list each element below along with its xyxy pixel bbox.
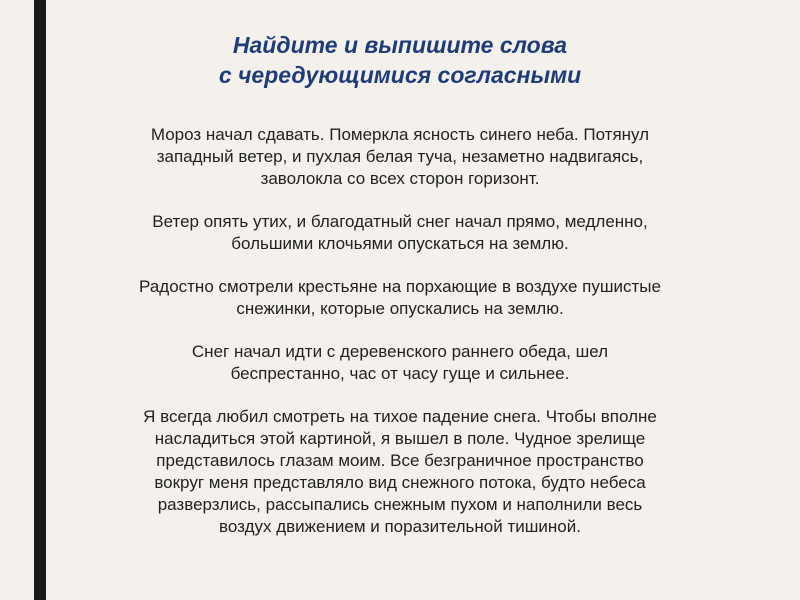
title-line-2: с чередующимися согласными xyxy=(218,62,582,88)
paragraph-line: Мороз начал сдавать. Померкла ясность синего неба. Потянул xyxy=(150,125,650,144)
paragraph-line: представилось глазам моим. Все безграничное пространство xyxy=(156,451,644,470)
paragraph-line: беспрестанно, час от часу гуще и сильнее. xyxy=(230,364,570,383)
text-body xyxy=(80,124,720,538)
slide-content xyxy=(80,30,720,559)
paragraph-line: насладиться этой картиной, я вышел в поле. Чудное зрелище xyxy=(154,429,646,448)
paragraph-line: воздух движением и поразительной тишиной. xyxy=(219,517,581,536)
paragraph-line: снежинки, которые опускались на землю. xyxy=(236,299,564,318)
paragraph-line: разверзлись, рассыпались снежным пухом и наполнили весь xyxy=(157,495,643,514)
paragraph-3 xyxy=(80,276,720,320)
paragraph-line: большими клочьями опускаться на землю. xyxy=(231,234,569,253)
paragraph-1 xyxy=(80,124,720,190)
paragraph-4 xyxy=(80,341,720,385)
left-accent-bar xyxy=(34,0,46,600)
paragraph-2 xyxy=(80,211,720,255)
paragraph-line: западный ветер, и пухлая белая туча, незаметно надвигаясь, xyxy=(156,147,644,166)
paragraph-line: заволокла со всех сторон горизонт. xyxy=(260,169,540,188)
paragraph-line: Снег начал идти с деревенского раннего обеда, шел xyxy=(191,342,609,361)
title-line-1: Найдите и выпишите слова xyxy=(232,32,568,58)
slide-title xyxy=(80,30,720,90)
paragraph-5 xyxy=(80,406,720,538)
paragraph-line: вокруг меня представляло вид снежного потока, будто небеса xyxy=(154,473,646,492)
paragraph-line: Я всегда любил смотреть на тихое падение снега. Чтобы вполне xyxy=(143,407,657,426)
paragraph-line: Ветер опять утих, и благодатный снег начал прямо, медленно, xyxy=(152,212,648,231)
paragraph-line: Радостно смотрели крестьяне на порхающие в воздухе пушистые xyxy=(139,277,661,296)
